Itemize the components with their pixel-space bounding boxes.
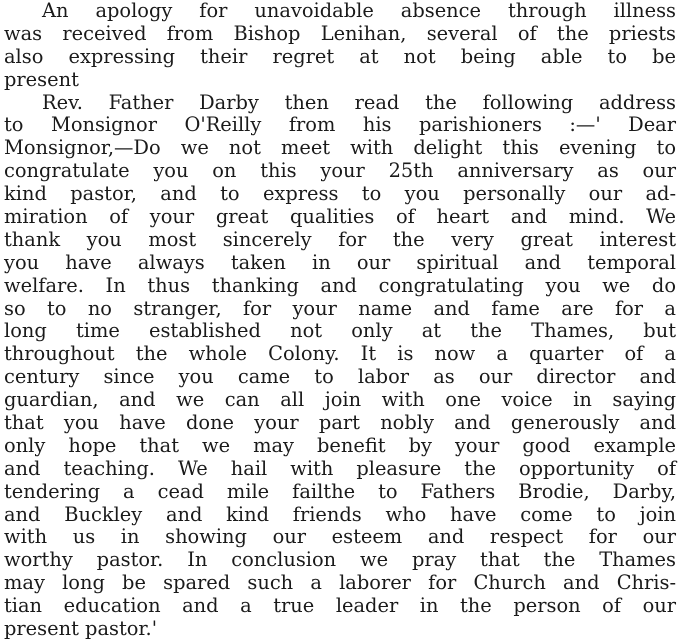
paragraph-apology	[4, 0, 676, 92]
text-line: Monsignor,—Do we not meet with delight this evening to	[4, 136, 676, 160]
text-line: may long be spared such a laborer for Church and Chris-	[4, 571, 676, 595]
text-line: welfare. In thus thanking and congratulating you we do	[4, 273, 676, 297]
text-line: congratulate you on this your 25th anniversary as our	[4, 159, 676, 183]
text-line: thank you most sincerely for the very great interest	[4, 227, 676, 251]
text-line: long time established not only at the Thames, but	[4, 319, 676, 343]
text-line: that you have done your part nobly and generously and	[4, 411, 676, 435]
text-line: century since you came to labor as our director and	[4, 365, 676, 389]
text-line: kind pastor, and to express to you personally our ad-	[4, 182, 676, 206]
text-line: guardian, and we can all join with one voice in saying	[4, 388, 676, 412]
text-line: throughout the whole Colony. It is now a quarter of a	[4, 342, 676, 366]
text-line: Rev. Father Darby then read the following address	[42, 90, 676, 114]
text-line: you have always taken in our spiritual and temporal	[4, 250, 676, 274]
newspaper-article	[4, 0, 676, 641]
paragraph-address	[4, 92, 676, 641]
text-line: tian education and a true leader in the person of our	[4, 594, 676, 618]
text-line: only hope that we may benefit by your good example	[4, 433, 676, 457]
text-line: present	[4, 67, 79, 91]
text-line: to Monsignor O'Reilly from his parishioners :—' Dear	[4, 113, 676, 137]
text-line: miration of your great qualities of heart and mind. We	[4, 205, 676, 229]
text-line: was received from Bishop Lenihan, several of the priests	[4, 21, 676, 45]
text-line: with us in showing our esteem and respect for our	[4, 525, 676, 549]
text-line: so to no stranger, for your name and fame are for a	[4, 296, 676, 320]
text-line: also expressing their regret at not being able to be	[4, 44, 676, 68]
text-line: and Buckley and kind friends who have come to join	[4, 502, 676, 526]
text-line: tendering a cead mile failthe to Fathers Brodie, Darby,	[4, 479, 676, 503]
text-line: and teaching. We hail with pleasure the opportunity of	[4, 456, 676, 480]
text-line: worthy pastor. In conclusion we pray that the Thames	[4, 548, 676, 572]
text-line: An apology for unavoidable absence through illness	[42, 0, 676, 22]
text-line: present pastor.'	[4, 617, 158, 641]
